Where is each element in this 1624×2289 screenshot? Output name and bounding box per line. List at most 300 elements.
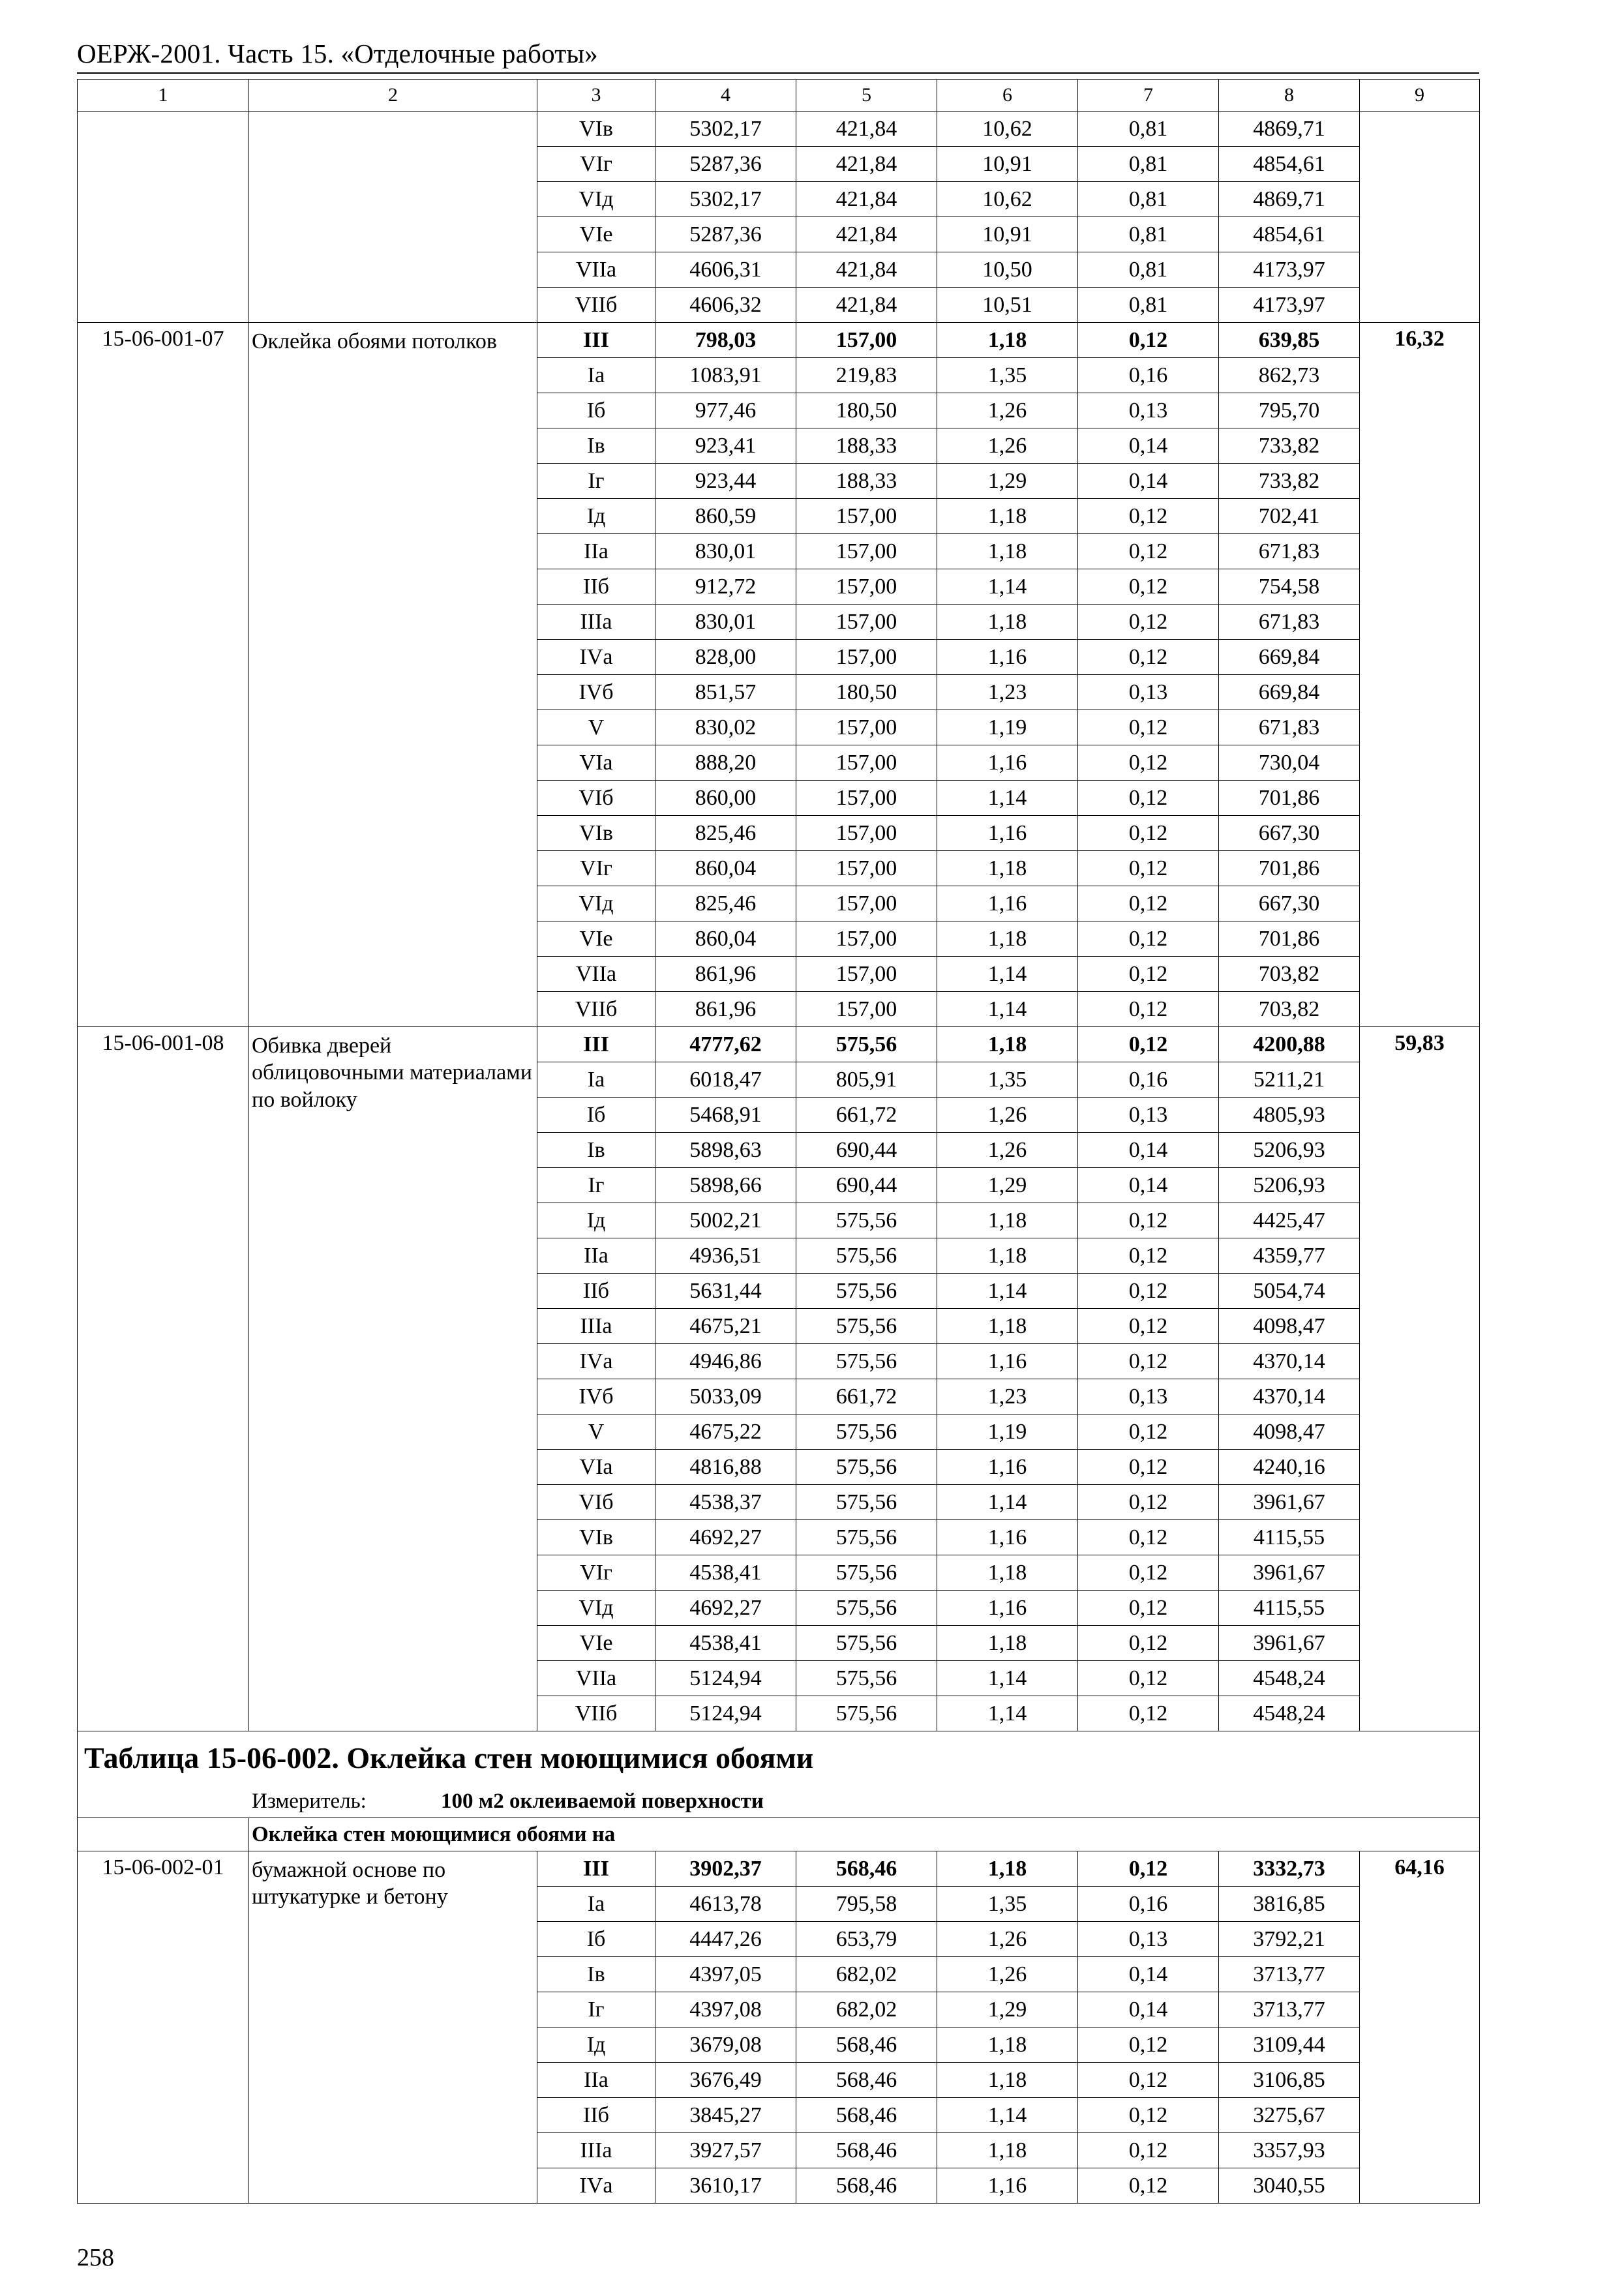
value-cell: 0,12: [1078, 534, 1219, 569]
header-rule: [77, 72, 1479, 74]
value-cell: 157,00: [796, 569, 937, 605]
value-cell: 1,26: [937, 1133, 1078, 1168]
zone-cell: Iб: [537, 1922, 655, 1957]
value-cell: 4538,37: [655, 1485, 796, 1520]
value-cell: 0,14: [1078, 428, 1219, 464]
value-cell: 861,96: [655, 957, 796, 992]
value-cell: 1,18: [937, 1555, 1078, 1591]
value-cell: 3713,77: [1219, 1992, 1360, 2027]
value-cell: 10,50: [937, 252, 1078, 288]
value-cell: 1,18: [937, 499, 1078, 534]
value-cell: 0,12: [1078, 605, 1219, 640]
value-cell: 3676,49: [655, 2063, 796, 2098]
value-cell: 5898,63: [655, 1133, 796, 1168]
value-cell: 0,12: [1078, 569, 1219, 605]
value-cell: 4098,47: [1219, 1414, 1360, 1450]
zone-cell: VIе: [537, 921, 655, 957]
zone-cell: Iа: [537, 1062, 655, 1098]
value-cell: 0,12: [1078, 886, 1219, 921]
value-cell: 10,91: [937, 147, 1078, 182]
value-cell: 0,12: [1078, 1450, 1219, 1485]
value-cell: 0,14: [1078, 464, 1219, 499]
value-cell: 4869,71: [1219, 112, 1360, 147]
column-number-row: [78, 80, 1480, 112]
value-cell: 667,30: [1219, 816, 1360, 851]
zone-cell: Iа: [537, 1887, 655, 1922]
value-cell: 0,12: [1078, 816, 1219, 851]
column-number: 9: [1360, 80, 1480, 112]
value-cell: 0,12: [1078, 1626, 1219, 1661]
value-cell: 10,62: [937, 112, 1078, 147]
value-cell: 575,56: [796, 1450, 937, 1485]
zone-cell: VIг: [537, 851, 655, 886]
value-cell: 862,73: [1219, 358, 1360, 393]
measure-value: 100 м2 оклеиваемой поверхности: [441, 1789, 764, 1813]
zone-cell: VIа: [537, 1450, 655, 1485]
value-cell: 421,84: [796, 182, 937, 217]
value-cell: 10,91: [937, 217, 1078, 252]
value-cell: 1,16: [937, 1344, 1078, 1379]
column-number: 3: [537, 80, 655, 112]
value-cell: 1,18: [937, 851, 1078, 886]
value-cell: 1,18: [937, 1238, 1078, 1274]
value-cell: 1,16: [937, 1520, 1078, 1555]
value-cell: 825,46: [655, 816, 796, 851]
value-cell: 4777,62: [655, 1027, 796, 1062]
value-cell: 157,00: [796, 851, 937, 886]
value-cell: 0,13: [1078, 393, 1219, 428]
value-cell: 568,46: [796, 1851, 937, 1887]
value-cell: 1,14: [937, 1485, 1078, 1520]
value-cell: 575,56: [796, 1485, 937, 1520]
work-description: бумажной основе по штукатурке и бетону: [249, 1851, 537, 2204]
value-cell: 4606,32: [655, 288, 796, 323]
value-cell: 0,12: [1078, 1274, 1219, 1309]
zone-cell: Iд: [537, 1203, 655, 1238]
zone-cell: Iд: [537, 2027, 655, 2063]
value-cell: 0,12: [1078, 1238, 1219, 1274]
value-cell: 0,12: [1078, 323, 1219, 358]
zone-cell: IIа: [537, 1238, 655, 1274]
zone-cell: IVа: [537, 2168, 655, 2204]
zone-cell: VIIа: [537, 957, 655, 992]
value-cell: 575,56: [796, 1203, 937, 1238]
value-cell: 10,62: [937, 182, 1078, 217]
value-cell: 4548,24: [1219, 1661, 1360, 1696]
value-cell: 5302,17: [655, 112, 796, 147]
value-cell: 1,18: [937, 2133, 1078, 2168]
value-cell: 0,12: [1078, 1485, 1219, 1520]
value-cell: 5124,94: [655, 1661, 796, 1696]
value-cell: 682,02: [796, 1957, 937, 1992]
zone-cell: III: [537, 1027, 655, 1062]
value-cell: 157,00: [796, 323, 937, 358]
value-cell: 0,14: [1078, 1168, 1219, 1203]
value-cell: 3106,85: [1219, 2063, 1360, 2098]
value-cell: 4675,22: [655, 1414, 796, 1450]
measure-label: Измеритель:: [252, 1789, 367, 1813]
zone-cell: VIд: [537, 182, 655, 217]
value-cell: 5206,93: [1219, 1168, 1360, 1203]
value-cell: 795,70: [1219, 393, 1360, 428]
value-cell: 3792,21: [1219, 1922, 1360, 1957]
zone-cell: Iг: [537, 1168, 655, 1203]
value-cell: 0,12: [1078, 1555, 1219, 1591]
value-cell: 1,19: [937, 1414, 1078, 1450]
value-cell: 661,72: [796, 1098, 937, 1133]
value-cell: 0,12: [1078, 2027, 1219, 2063]
value-cell: 1,18: [937, 2027, 1078, 2063]
zone-cell: IIIа: [537, 605, 655, 640]
value-cell: 1083,91: [655, 358, 796, 393]
value-cell: 795,58: [796, 1887, 937, 1922]
value-cell: 0,12: [1078, 1309, 1219, 1344]
column-number: 6: [937, 80, 1078, 112]
value-cell: 4816,88: [655, 1450, 796, 1485]
value-cell: 157,00: [796, 710, 937, 745]
value-cell: 1,14: [937, 1274, 1078, 1309]
zone-cell: VIIб: [537, 992, 655, 1027]
value-cell: 4447,26: [655, 1922, 796, 1957]
value-cell: 5033,09: [655, 1379, 796, 1414]
value-cell: 1,18: [937, 2063, 1078, 2098]
value-cell: 1,16: [937, 2168, 1078, 2204]
value-cell: 157,00: [796, 534, 937, 569]
value-cell: 860,00: [655, 781, 796, 816]
value-cell: 3610,17: [655, 2168, 796, 2204]
value-cell: 690,44: [796, 1133, 937, 1168]
value-cell: 4692,27: [655, 1591, 796, 1626]
value-cell: 860,04: [655, 921, 796, 957]
column-number: 4: [655, 80, 796, 112]
value-cell: 4359,77: [1219, 1238, 1360, 1274]
value-cell: 0,81: [1078, 182, 1219, 217]
value-cell: 1,16: [937, 1591, 1078, 1626]
value-cell: 3109,44: [1219, 2027, 1360, 2063]
zone-cell: Iв: [537, 1957, 655, 1992]
value-cell: 825,46: [655, 886, 796, 921]
value-cell: 5302,17: [655, 182, 796, 217]
value-cell: 0,12: [1078, 1851, 1219, 1887]
table-title: Таблица 15-06-002. Оклейка стен моющимися обоями: [78, 1731, 1480, 1786]
value-cell: 690,44: [796, 1168, 937, 1203]
value-cell: 701,86: [1219, 781, 1360, 816]
column-number: 7: [1078, 80, 1219, 112]
value-cell: 3713,77: [1219, 1957, 1360, 1992]
value-cell: 157,00: [796, 781, 937, 816]
value-cell: 4173,97: [1219, 252, 1360, 288]
value-cell: 1,14: [937, 957, 1078, 992]
value-cell: 5211,21: [1219, 1062, 1360, 1098]
value-cell: 0,12: [1078, 499, 1219, 534]
value-cell: 861,96: [655, 992, 796, 1027]
value-cell: 1,14: [937, 781, 1078, 816]
value-cell: 4613,78: [655, 1887, 796, 1922]
value-cell: 653,79: [796, 1922, 937, 1957]
rate-code: 15-06-001-08: [78, 1027, 249, 1731]
value-cell: 1,16: [937, 886, 1078, 921]
value-cell: 157,00: [796, 886, 937, 921]
zone-cell: IVб: [537, 1379, 655, 1414]
value-cell: 3357,93: [1219, 2133, 1360, 2168]
value-cell: 1,18: [937, 605, 1078, 640]
value-cell: 5054,74: [1219, 1274, 1360, 1309]
value-cell: 4115,55: [1219, 1591, 1360, 1626]
zone-cell: Iг: [537, 1992, 655, 2027]
zone-cell: IIб: [537, 569, 655, 605]
value-cell: 4936,51: [655, 1238, 796, 1274]
value-cell: 1,26: [937, 1922, 1078, 1957]
value-cell: 667,30: [1219, 886, 1360, 921]
value-cell: 0,13: [1078, 1922, 1219, 1957]
value-cell: 830,01: [655, 605, 796, 640]
value-cell: 0,12: [1078, 957, 1219, 992]
rate-code: 15-06-002-01: [78, 1851, 249, 2204]
value-cell: 1,26: [937, 428, 1078, 464]
zone-cell: VIIб: [537, 1696, 655, 1731]
value-cell: 575,56: [796, 1591, 937, 1626]
value-cell: 1,18: [937, 1203, 1078, 1238]
value-cell: 575,56: [796, 1344, 937, 1379]
value-cell: 4370,14: [1219, 1344, 1360, 1379]
zone-cell: IIа: [537, 534, 655, 569]
value-cell: 157,00: [796, 640, 937, 675]
value-cell: 0,81: [1078, 217, 1219, 252]
value-cell: 1,18: [937, 1851, 1078, 1887]
value-cell: 4538,41: [655, 1626, 796, 1661]
value-cell: 157,00: [796, 992, 937, 1027]
value-cell: 157,00: [796, 921, 937, 957]
value-cell: 703,82: [1219, 957, 1360, 992]
value-cell: 157,00: [796, 745, 937, 781]
value-cell: 5124,94: [655, 1696, 796, 1731]
value-cell: 1,16: [937, 640, 1078, 675]
value-cell: 4397,05: [655, 1957, 796, 1992]
value-cell: 575,56: [796, 1414, 937, 1450]
value-cell: 3961,67: [1219, 1485, 1360, 1520]
value-cell: 3845,27: [655, 2098, 796, 2133]
table-row: [78, 1851, 1480, 1887]
table-row: [78, 112, 1480, 147]
value-cell: 888,20: [655, 745, 796, 781]
value-cell: 669,84: [1219, 675, 1360, 710]
value-cell: 5287,36: [655, 217, 796, 252]
value-cell: 568,46: [796, 2168, 937, 2204]
value-cell: 0,12: [1078, 921, 1219, 957]
zone-cell: VIIа: [537, 252, 655, 288]
value-cell: 703,82: [1219, 992, 1360, 1027]
value-cell: 851,57: [655, 675, 796, 710]
value-cell: 1,23: [937, 675, 1078, 710]
value-cell: 0,13: [1078, 1379, 1219, 1414]
table-title-row: [78, 1731, 1480, 1786]
work-description: Оклейка обоями потолков: [249, 323, 537, 1027]
value-cell: 0,12: [1078, 2063, 1219, 2098]
value-cell: 1,16: [937, 816, 1078, 851]
value-cell: 188,33: [796, 428, 937, 464]
value-cell: 575,56: [796, 1696, 937, 1731]
value-cell: 661,72: [796, 1379, 937, 1414]
value-cell: 671,83: [1219, 534, 1360, 569]
value-cell: 1,14: [937, 1661, 1078, 1696]
value-cell: 0,12: [1078, 1414, 1219, 1450]
zone-cell: VIг: [537, 1555, 655, 1591]
zone-cell: V: [537, 1414, 655, 1450]
value-cell: 0,12: [1078, 1661, 1219, 1696]
zone-cell: VIд: [537, 1591, 655, 1626]
value-cell: 4098,47: [1219, 1309, 1360, 1344]
value-cell: 575,56: [796, 1309, 937, 1344]
value-cell: 0,12: [1078, 992, 1219, 1027]
measure-cell: [78, 1785, 1480, 1818]
resource-value: 16,32: [1360, 323, 1480, 1027]
value-cell: 1,29: [937, 464, 1078, 499]
zone-cell: IIIа: [537, 1309, 655, 1344]
value-cell: 3961,67: [1219, 1555, 1360, 1591]
value-cell: 733,82: [1219, 464, 1360, 499]
value-cell: 0,13: [1078, 1098, 1219, 1133]
zone-cell: VIд: [537, 886, 655, 921]
measure-row: [78, 1785, 1480, 1818]
value-cell: 3275,67: [1219, 2098, 1360, 2133]
column-number: 2: [249, 80, 537, 112]
value-cell: 568,46: [796, 2133, 937, 2168]
zone-cell: VIб: [537, 1485, 655, 1520]
zone-cell: IVа: [537, 640, 655, 675]
value-cell: 912,72: [655, 569, 796, 605]
zone-cell: VIб: [537, 781, 655, 816]
value-cell: 4692,27: [655, 1520, 796, 1555]
value-cell: 188,33: [796, 464, 937, 499]
value-cell: 3927,57: [655, 2133, 796, 2168]
price-table: [77, 79, 1480, 2204]
value-cell: 0,16: [1078, 1062, 1219, 1098]
zone-cell: IVб: [537, 675, 655, 710]
value-cell: 4200,88: [1219, 1027, 1360, 1062]
value-cell: 1,23: [937, 1379, 1078, 1414]
value-cell: 157,00: [796, 957, 937, 992]
value-cell: 568,46: [796, 2063, 937, 2098]
value-cell: 575,56: [796, 1520, 937, 1555]
value-cell: 702,41: [1219, 499, 1360, 534]
value-cell: 568,46: [796, 2027, 937, 2063]
zone-cell: Iб: [537, 393, 655, 428]
table-row: [78, 323, 1480, 358]
resource-value: 64,16: [1360, 1851, 1480, 2204]
column-number: 5: [796, 80, 937, 112]
value-cell: 421,84: [796, 217, 937, 252]
value-cell: 4538,41: [655, 1555, 796, 1591]
value-cell: 0,12: [1078, 640, 1219, 675]
value-cell: 0,81: [1078, 112, 1219, 147]
zone-cell: III: [537, 1851, 655, 1887]
value-cell: 180,50: [796, 675, 937, 710]
value-cell: 10,51: [937, 288, 1078, 323]
value-cell: 157,00: [796, 816, 937, 851]
value-cell: 157,00: [796, 499, 937, 534]
zone-cell: Iб: [537, 1098, 655, 1133]
value-cell: 828,00: [655, 640, 796, 675]
value-cell: 730,04: [1219, 745, 1360, 781]
value-cell: 4805,93: [1219, 1098, 1360, 1133]
value-cell: 0,12: [1078, 1344, 1219, 1379]
value-cell: 671,83: [1219, 710, 1360, 745]
value-cell: 0,81: [1078, 288, 1219, 323]
value-cell: 3679,08: [655, 2027, 796, 2063]
value-cell: 180,50: [796, 393, 937, 428]
value-cell: 1,18: [937, 1626, 1078, 1661]
value-cell: 4946,86: [655, 1344, 796, 1379]
value-cell: 1,16: [937, 745, 1078, 781]
value-cell: 0,81: [1078, 252, 1219, 288]
value-cell: 421,84: [796, 252, 937, 288]
value-cell: 1,14: [937, 569, 1078, 605]
column-number: 8: [1219, 80, 1360, 112]
value-cell: 1,16: [937, 1450, 1078, 1485]
value-cell: 805,91: [796, 1062, 937, 1098]
value-cell: 421,84: [796, 288, 937, 323]
value-cell: 639,85: [1219, 323, 1360, 358]
value-cell: 568,46: [796, 2098, 937, 2133]
value-cell: 3961,67: [1219, 1626, 1360, 1661]
value-cell: 575,56: [796, 1626, 937, 1661]
value-cell: 3902,37: [655, 1851, 796, 1887]
section-heading-row: [78, 1818, 1480, 1851]
value-cell: 1,26: [937, 393, 1078, 428]
value-cell: 4548,24: [1219, 1696, 1360, 1731]
zone-cell: VIе: [537, 217, 655, 252]
zone-cell: VIIб: [537, 288, 655, 323]
value-cell: 5287,36: [655, 147, 796, 182]
value-cell: 1,26: [937, 1098, 1078, 1133]
resource-value: [1360, 112, 1480, 323]
value-cell: 575,56: [796, 1661, 937, 1696]
zone-cell: VIIа: [537, 1661, 655, 1696]
value-cell: 4854,61: [1219, 147, 1360, 182]
value-cell: 0,12: [1078, 745, 1219, 781]
value-cell: 830,02: [655, 710, 796, 745]
value-cell: 575,56: [796, 1274, 937, 1309]
value-cell: 923,41: [655, 428, 796, 464]
zone-cell: VIа: [537, 745, 655, 781]
page-header-title: ОЕРЖ-2001. Часть 15. «Отделочные работы»: [77, 38, 598, 68]
value-cell: 0,14: [1078, 1957, 1219, 1992]
section-heading: Оклейка стен моющимися обоями на: [249, 1818, 1480, 1851]
value-cell: 830,01: [655, 534, 796, 569]
value-cell: 860,59: [655, 499, 796, 534]
value-cell: 421,84: [796, 147, 937, 182]
value-cell: 4370,14: [1219, 1379, 1360, 1414]
value-cell: 1,29: [937, 1992, 1078, 2027]
value-cell: 1,18: [937, 1027, 1078, 1062]
value-cell: 860,04: [655, 851, 796, 886]
rate-code: 15-06-001-07: [78, 323, 249, 1027]
value-cell: 0,12: [1078, 1027, 1219, 1062]
zone-cell: IIIа: [537, 2133, 655, 2168]
zone-cell: Iв: [537, 428, 655, 464]
value-cell: 219,83: [796, 358, 937, 393]
value-cell: 1,14: [937, 992, 1078, 1027]
value-cell: 1,14: [937, 2098, 1078, 2133]
value-cell: 682,02: [796, 1992, 937, 2027]
column-number: 1: [78, 80, 249, 112]
value-cell: 1,35: [937, 1062, 1078, 1098]
value-cell: 4240,16: [1219, 1450, 1360, 1485]
value-cell: 5468,91: [655, 1098, 796, 1133]
value-cell: 0,13: [1078, 675, 1219, 710]
value-cell: 575,56: [796, 1027, 937, 1062]
value-cell: 701,86: [1219, 851, 1360, 886]
